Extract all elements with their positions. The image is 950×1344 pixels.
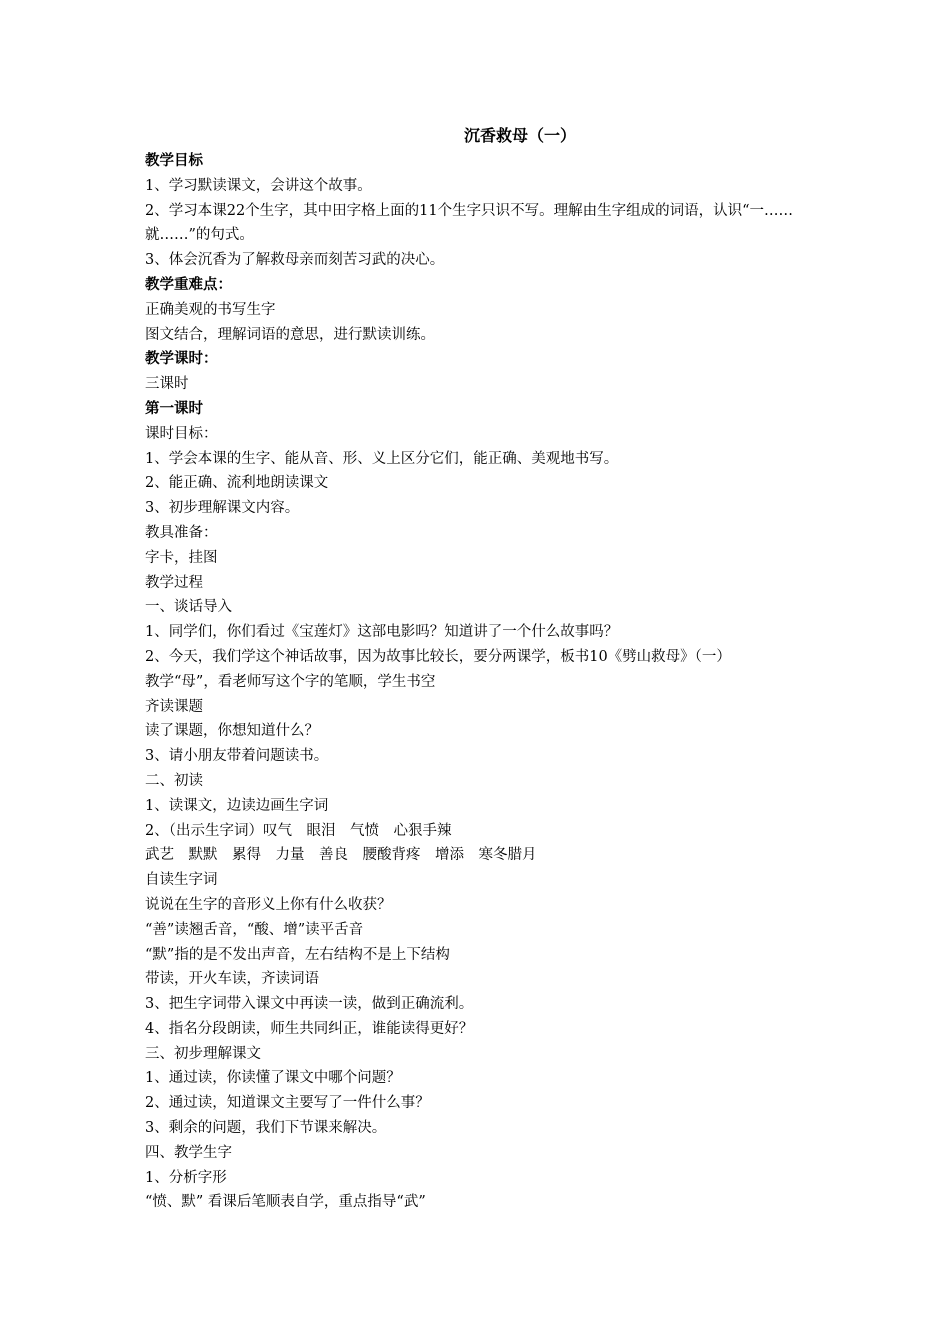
text-line: 读了课题，你想知道什么？: [145, 723, 319, 740]
text-line: 教学“母”，看老师写这个字的笔顺，学生书空: [145, 673, 436, 690]
text-line: 2、学习本课22个生字，其中田字格上面的11个生字只识不写。理解由生字组成的词语，认识“一……就……”的句式。: [145, 202, 794, 244]
section-heading: 第一课时: [145, 399, 203, 417]
text-line: 武艺 默默 累得 力量 善良 腰酸背疼 增添 寒冬腊月: [145, 847, 537, 864]
text-line: 3、剩余的问题，我们下节课来解决。: [145, 1120, 387, 1137]
document-title: 沉香救母（一）: [463, 126, 576, 145]
text-line: 1、同学们，你们看过《宝莲灯》这部电影吗？知道讲了一个什么故事吗？: [145, 624, 619, 641]
text-line: 2、通过读，知道课文主要写了一件什么事？: [145, 1095, 430, 1112]
text-line: 2、（出示生字词）叹气 眼泪 气愤 心狠手辣: [145, 822, 452, 839]
text-line: 1、学会本课的生字、能从音、形、义上区分它们，能正确、美观地书写。: [145, 450, 619, 467]
text-line: 3、请小朋友带着问题读书。: [145, 748, 329, 765]
text-line: 课时目标：: [145, 425, 218, 442]
section-heading: 教学课时：: [145, 350, 218, 368]
text-line: 1、分析字形: [145, 1169, 227, 1186]
text-line: 4、指名分段朗读，师生共同纠正，谁能读得更好？: [145, 1020, 474, 1037]
text-line: 自读生字词: [145, 872, 218, 889]
text-line: 三课时: [145, 376, 189, 393]
text-line: “默”指的是不发出声音，左右结构不是上下结构: [145, 946, 450, 963]
text-line: “愤、默” 看课后笔顺表自学，重点指导“武”: [145, 1194, 426, 1211]
text-line: 二、初读: [145, 772, 203, 789]
text-line: 一、谈话导入: [145, 599, 232, 616]
text-line: 3、体会沉香为了解救母亲而刻苦习武的决心。: [145, 252, 445, 269]
text-line: 3、把生字词带入课文中再读一读，做到正确流利。: [145, 996, 474, 1013]
document-body: [145, 149, 825, 1215]
text-line: 说说在生字的音形义上你有什么收获？: [145, 896, 392, 913]
document-page: [145, 123, 825, 1215]
text-line: 字卡，挂图: [145, 549, 218, 566]
text-line: 教学过程: [145, 574, 203, 591]
text-line: 2、今天，我们学这个神话故事，因为故事比较长，要分两课学，板书10《劈山救母》（一）: [145, 648, 731, 665]
text-line: 1、读课文，边读边画生字词: [145, 797, 329, 814]
text-line: 1、通过读，你读懂了课文中哪个问题？: [145, 1070, 401, 1087]
text-line: 1、学习默读课文，会讲这个故事。: [145, 177, 372, 194]
text-line: 三、初步理解课文: [145, 1045, 261, 1062]
text-line: 3、初步理解课文内容。: [145, 500, 300, 517]
text-line: 图文结合，理解词语的意思，进行默读训练。: [145, 326, 435, 343]
text-line: 四、教学生字: [145, 1144, 232, 1161]
section-heading: 教学重难点：: [145, 275, 232, 293]
text-line: 教具准备：: [145, 524, 218, 541]
text-line: 2、能正确、流利地朗读课文: [145, 475, 329, 492]
text-line: “善”读翘舌音，“酸、增”读平舌音: [145, 921, 364, 938]
text-line: 带读，开火车读，齐读词语: [145, 971, 319, 988]
text-line: 齐读课题: [145, 698, 203, 715]
text-line: 正确美观的书写生字: [145, 301, 276, 318]
section-heading: 教学目标: [145, 152, 203, 169]
